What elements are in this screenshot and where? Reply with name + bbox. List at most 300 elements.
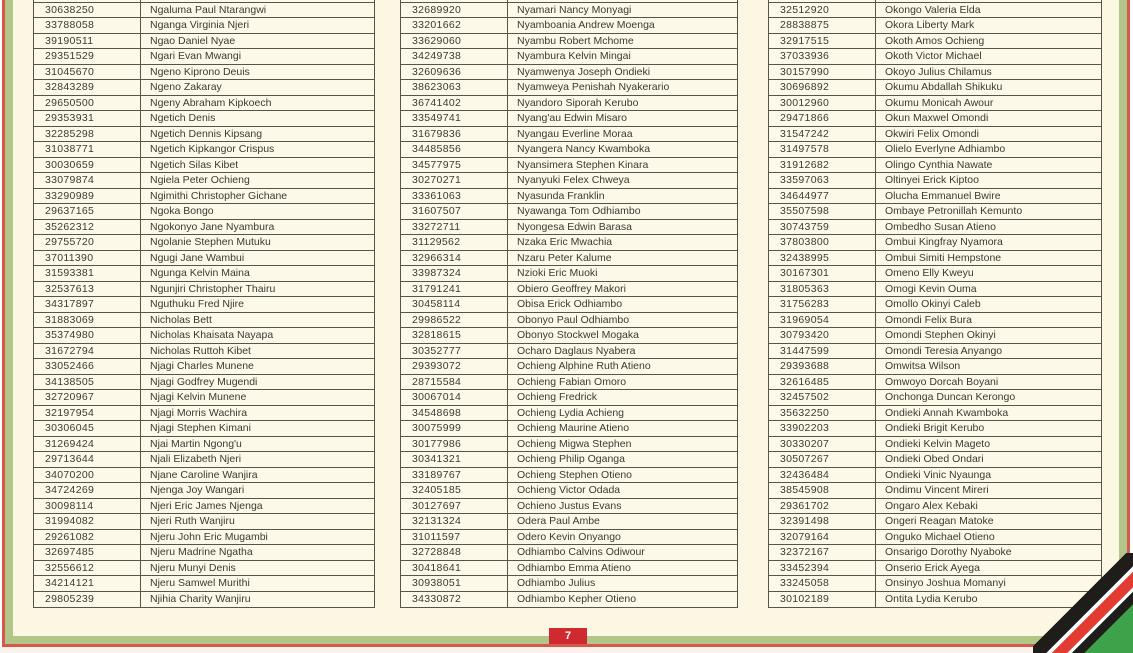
table-row xyxy=(34,576,374,592)
id-number-cell: 28715584 xyxy=(401,375,508,390)
name-cell: Nyanyuki Felex Chweya xyxy=(517,174,630,186)
table-row xyxy=(401,80,737,96)
name-cell: Ondieki Brigit Kerubo xyxy=(885,422,985,434)
name-cell: Odero Kevin Onyango xyxy=(517,530,621,543)
name-cell: Omondi Felix Bura xyxy=(885,313,972,326)
id-number-cell: 32616485 xyxy=(769,375,876,390)
name-cell: Odera Paul Ambe xyxy=(517,515,600,527)
id-number-cell: 31593381 xyxy=(34,266,141,281)
table-row xyxy=(401,421,737,437)
id-number-cell: 33549741 xyxy=(401,111,508,126)
table-row xyxy=(401,220,737,236)
name-cell: Onsarigo Dorothy Nyaboke xyxy=(885,546,1012,558)
name-cell: Ochieng Lydia Achieng xyxy=(517,406,625,419)
name-cell: Njeru Samwel Murithi xyxy=(150,577,250,589)
table-row xyxy=(401,530,737,546)
table-row xyxy=(769,437,1101,453)
table-row xyxy=(401,235,737,251)
id-number-cell: 30507267 xyxy=(769,452,876,467)
id-number-cell: 35374980 xyxy=(34,328,141,343)
table-row xyxy=(34,18,374,34)
table-row xyxy=(34,158,374,174)
table-row xyxy=(401,189,737,205)
frame-green-right xyxy=(1119,0,1127,644)
name-cell: Ochieng Alphine Ruth Atieno xyxy=(517,360,651,372)
name-cell: Ngunga Kelvin Maina xyxy=(150,267,250,279)
name-cell: Nicholas Khaisata Nayapa xyxy=(150,329,274,341)
id-number-cell: 34485856 xyxy=(401,142,508,157)
id-number-cell: 30075999 xyxy=(401,421,508,436)
name-cell: Njeri Eric James Njenga xyxy=(150,499,263,512)
id-number-cell: 31045670 xyxy=(34,65,141,80)
table-row xyxy=(401,127,737,143)
name-cell: Ontita Lydia Kerubo xyxy=(885,593,978,605)
id-number-cell: 34577975 xyxy=(401,158,508,173)
name-cell: Omogi Kevin Ouma xyxy=(885,282,977,295)
name-cell: Njagi Godfrey Mugendi xyxy=(150,375,258,388)
table-row xyxy=(34,561,374,577)
id-number-cell: 32391498 xyxy=(769,514,876,529)
id-number-cell: 33361063 xyxy=(401,189,508,204)
name-cell: Ombedho Susan Atieno xyxy=(885,220,996,233)
name-cell: Ocharo Daglaus Nyabera xyxy=(517,344,636,357)
id-number-cell: 33788058 xyxy=(34,18,141,33)
table-row xyxy=(769,328,1101,344)
table-row xyxy=(34,3,374,19)
id-number-cell: 30012960 xyxy=(769,96,876,111)
id-number-cell: 31994082 xyxy=(34,514,141,529)
table-row xyxy=(401,561,737,577)
id-number-cell: 29261082 xyxy=(34,530,141,545)
id-number-cell: 30330207 xyxy=(769,437,876,452)
id-number-cell: 30127697 xyxy=(401,499,508,514)
name-cell: Ondieki Vinic Nyaunga xyxy=(885,468,992,481)
name-cell: Nyongesa Edwin Barasa xyxy=(517,220,632,233)
table-row xyxy=(34,96,374,112)
id-number-cell: 35507598 xyxy=(769,204,876,219)
name-cell: Ochieng Maurine Atieno xyxy=(517,422,630,434)
table-row xyxy=(401,65,737,81)
name-cell: Ombui Kingfray Nyamora xyxy=(885,236,1003,248)
table-row xyxy=(34,235,374,251)
id-number-cell: 34548698 xyxy=(401,406,508,421)
id-number-cell: 33987324 xyxy=(401,266,508,281)
table-row xyxy=(769,344,1101,360)
table-row xyxy=(401,514,737,530)
table-row xyxy=(769,406,1101,422)
name-cell: Ngaluma Paul Ntarangwi xyxy=(150,3,267,16)
table-row xyxy=(401,437,737,453)
table-row xyxy=(401,576,737,592)
name-cell: Nyandoro Siporah Kerubo xyxy=(517,96,639,109)
name-cell: Okun Maxwel Omondi xyxy=(885,112,989,124)
id-number-cell: 32689920 xyxy=(401,3,508,18)
table-row xyxy=(401,592,737,608)
id-number-cell: 29637165 xyxy=(34,204,141,219)
id-number-cell: 33629060 xyxy=(401,34,508,49)
id-number-cell: 30638250 xyxy=(34,3,141,18)
table-row xyxy=(769,49,1101,65)
id-number-cell: 31791241 xyxy=(401,282,508,297)
table-row xyxy=(769,189,1101,205)
id-number-cell: 32697485 xyxy=(34,545,141,560)
id-number-cell: 30157990 xyxy=(769,65,876,80)
table-row xyxy=(401,18,737,34)
id-number-cell: 33452394 xyxy=(769,561,876,576)
table-row xyxy=(34,483,374,499)
table-row xyxy=(34,359,374,375)
id-number-cell: 29393072 xyxy=(401,359,508,374)
id-number-cell: 31011597 xyxy=(401,530,508,545)
name-cell: Ochieng Migwa Stephen xyxy=(517,437,632,450)
table-row xyxy=(401,49,737,65)
table-row xyxy=(769,111,1101,127)
id-number-cell: 32917515 xyxy=(769,34,876,49)
id-number-cell: 36741402 xyxy=(401,96,508,111)
table-row xyxy=(769,390,1101,406)
table-row xyxy=(34,142,374,158)
name-cell: Ochieng Victor Odada xyxy=(517,484,621,496)
name-cell: Njeru Munyi Denis xyxy=(150,561,236,574)
table-row xyxy=(34,189,374,205)
table-row xyxy=(401,359,737,375)
name-cell: Nyamweya Penishah Nyakerario xyxy=(517,81,670,93)
id-number-cell: 34644977 xyxy=(769,189,876,204)
name-cell: Nzaka Eric Mwachia xyxy=(517,236,613,248)
table-row xyxy=(34,251,374,267)
name-cell: Ombaye Petronillah Kemunto xyxy=(885,205,1023,217)
name-cell: Ngeno Zakaray xyxy=(150,81,222,93)
id-number-cell: 35632250 xyxy=(769,406,876,421)
name-cell: Okoth Amos Ochieng xyxy=(885,34,985,47)
table-row xyxy=(769,266,1101,282)
id-number-cell: 31607507 xyxy=(401,204,508,219)
kenya-flag-corner-decoration xyxy=(1033,553,1133,653)
name-cell: Njagi Stephen Kimani xyxy=(150,422,251,434)
name-cell: Njeru John Eric Mugambi xyxy=(150,530,268,543)
id-number-cell: 30270271 xyxy=(401,173,508,188)
id-number-cell: 32720967 xyxy=(34,390,141,405)
table-row xyxy=(769,282,1101,298)
id-number-cell: 33902203 xyxy=(769,421,876,436)
table-row xyxy=(401,251,737,267)
id-number-cell: 29650500 xyxy=(34,96,141,111)
table-row xyxy=(769,34,1101,50)
table-row xyxy=(769,530,1101,546)
name-cell: Njeri Ruth Wanjiru xyxy=(150,515,235,527)
id-number-cell: 38623063 xyxy=(401,80,508,95)
id-number-cell: 29353931 xyxy=(34,111,141,126)
id-number-cell: 37011390 xyxy=(34,251,141,266)
table-row xyxy=(401,452,737,468)
id-number-cell: 30167301 xyxy=(769,266,876,281)
id-number-cell: 33201662 xyxy=(401,18,508,33)
name-cell: Ochieng Philip Oganga xyxy=(517,453,625,465)
id-number-cell: 37803800 xyxy=(769,235,876,250)
id-number-cell xyxy=(401,0,508,2)
id-number-cell: 32405185 xyxy=(401,483,508,498)
name-cell: Olucha Emmanuel Bwire xyxy=(885,189,1001,202)
name-cell: Ngokonyo Jane Nyambura xyxy=(150,220,275,233)
id-number-cell: 30067014 xyxy=(401,390,508,405)
table-row xyxy=(401,313,737,329)
name-cell: Ngugi Jane Wambui xyxy=(150,251,245,264)
table-row xyxy=(401,3,737,19)
id-number-cell: 33079874 xyxy=(34,173,141,188)
id-number-cell: 31805363 xyxy=(769,282,876,297)
id-number-cell: 35262312 xyxy=(34,220,141,235)
table-row xyxy=(769,514,1101,530)
id-number-cell xyxy=(34,0,141,2)
name-cell: Omollo Okinyi Caleb xyxy=(885,298,981,310)
name-cell: Nyawanga Tom Odhiambo xyxy=(517,205,641,217)
name-cell: Olingo Cynthia Nawate xyxy=(885,158,993,171)
table-row xyxy=(769,3,1101,19)
name-cell: Nguthuku Fred Njire xyxy=(150,298,244,310)
table-row xyxy=(401,96,737,112)
id-number-cell: 30352777 xyxy=(401,344,508,359)
name-cell: Obonyo Paul Odhiambo xyxy=(517,313,630,326)
id-number-cell: 31129562 xyxy=(401,235,508,250)
id-number-cell: 32966314 xyxy=(401,251,508,266)
name-cell: Nyamboania Andrew Moenga xyxy=(517,19,655,31)
table-row xyxy=(34,452,374,468)
name-cell: Omeno Elly Kweyu xyxy=(885,267,974,279)
id-number-cell: 31269424 xyxy=(34,437,141,452)
table-row xyxy=(401,375,737,391)
name-cell: Nyangau Everline Moraa xyxy=(517,127,633,140)
name-cell: Odhiambo Emma Atieno xyxy=(517,561,631,574)
id-number-cell: 34070200 xyxy=(34,468,141,483)
id-number-cell: 32079164 xyxy=(769,530,876,545)
id-number-cell: 32512920 xyxy=(769,3,876,18)
name-cell: Nyansimera Stephen Kinara xyxy=(517,158,649,171)
frame-red-right xyxy=(1127,0,1130,647)
name-cell: Njagi Kelvin Munene xyxy=(150,391,247,403)
id-number-cell: 32818615 xyxy=(401,328,508,343)
name-cell xyxy=(508,0,737,2)
table-row xyxy=(34,49,374,65)
table-row xyxy=(34,34,374,50)
id-number-cell: 30696892 xyxy=(769,80,876,95)
table-row xyxy=(34,514,374,530)
id-number-cell: 31447599 xyxy=(769,344,876,359)
name-cell: Nyasunda Franklin xyxy=(517,189,605,202)
table-row xyxy=(769,220,1101,236)
table-row xyxy=(34,499,374,515)
table-row xyxy=(769,173,1101,189)
table-row xyxy=(769,80,1101,96)
name-cell: Okumu Abdallah Shikuku xyxy=(885,81,1003,93)
id-number-cell: 33272711 xyxy=(401,220,508,235)
page-number-badge: 7 xyxy=(549,628,587,644)
bottom-margin-strip xyxy=(0,647,1133,653)
table-row xyxy=(769,204,1101,220)
table-row xyxy=(401,34,737,50)
name-cell: Njai Martin Ngong'u xyxy=(150,437,242,450)
name-cell: Ngeno Kiprono Deuis xyxy=(150,65,250,78)
table-row xyxy=(769,18,1101,34)
table-row xyxy=(34,421,374,437)
id-number-cell: 32197954 xyxy=(34,406,141,421)
name-cell: Okoyo Julius Chilamus xyxy=(885,65,992,78)
table-row xyxy=(401,158,737,174)
name-cell: Ngetich Silas Kibet xyxy=(150,158,239,171)
id-number-cell: 30030659 xyxy=(34,158,141,173)
id-number-cell: 31547242 xyxy=(769,127,876,142)
name-cell: Ngunjiri Christopher Thairu xyxy=(150,282,276,295)
id-number-cell: 30098114 xyxy=(34,499,141,514)
name-cell: Nyambu Robert Mchome xyxy=(517,34,634,47)
table-row xyxy=(34,173,374,189)
id-number-cell: 32131324 xyxy=(401,514,508,529)
name-cell: Nyamwenya Joseph Ondieki xyxy=(517,65,651,78)
table-row xyxy=(401,111,737,127)
table-row xyxy=(401,499,737,515)
id-number-cell: 32372167 xyxy=(769,545,876,560)
table-row xyxy=(401,390,737,406)
id-number-cell: 29471866 xyxy=(769,111,876,126)
name-cell: Ombui Simiti Hempstone xyxy=(885,251,1002,264)
name-cell: Nicholas Ruttoh Kibet xyxy=(150,344,251,357)
table-row xyxy=(34,111,374,127)
id-number-cell: 31969054 xyxy=(769,313,876,328)
name-cell: Omwitsa Wilson xyxy=(885,360,961,372)
id-number-cell: 33189767 xyxy=(401,468,508,483)
table-row xyxy=(769,297,1101,313)
name-cell: Nyambura Kelvin Mingai xyxy=(517,50,631,62)
id-number-cell: 30743759 xyxy=(769,220,876,235)
name-cell: Njenga Joy Wangari xyxy=(150,484,245,496)
table-row xyxy=(34,127,374,143)
id-number-cell: 32537613 xyxy=(34,282,141,297)
id-number-cell: 34138505 xyxy=(34,375,141,390)
table-row xyxy=(401,297,737,313)
table-row xyxy=(401,282,737,298)
id-number-cell: 31756283 xyxy=(769,297,876,312)
table-row xyxy=(34,344,374,360)
id-number-cell: 29755720 xyxy=(34,235,141,250)
id-number-cell: 31883069 xyxy=(34,313,141,328)
name-cell: Obisa Erick Odhiambo xyxy=(517,298,623,310)
table-row xyxy=(34,297,374,313)
table-row xyxy=(401,204,737,220)
name-cell: Njeru Madrine Ngatha xyxy=(150,546,253,558)
name-cell: Ngiela Peter Ochieng xyxy=(150,174,250,186)
name-cell: Omwoyo Dorcah Boyani xyxy=(885,375,999,388)
id-number-cell xyxy=(769,0,876,2)
id-number-cell: 32556612 xyxy=(34,561,141,576)
table-row xyxy=(769,452,1101,468)
id-number-cell: 29393688 xyxy=(769,359,876,374)
table-row xyxy=(401,173,737,189)
name-cell: Onchonga Duncan Kerongo xyxy=(885,391,1016,403)
table-row xyxy=(769,158,1101,174)
name-cell: Oltinyei Erick Kiptoo xyxy=(885,174,979,186)
id-number-cell: 32438995 xyxy=(769,251,876,266)
table-row xyxy=(769,127,1101,143)
table-row xyxy=(769,483,1101,499)
name-cell: Ngetich Dennis Kipsang xyxy=(150,127,263,140)
table-row xyxy=(769,375,1101,391)
name-cell: Ondieki Obed Ondari xyxy=(885,453,984,465)
table-row xyxy=(34,65,374,81)
table-row xyxy=(769,313,1101,329)
name-cell: Ngetich Kipkangor Crispus xyxy=(150,143,275,155)
table-row xyxy=(769,142,1101,158)
name-cell: Nyang'au Edwin Misaro xyxy=(517,112,627,124)
id-number-cell: 30458114 xyxy=(401,297,508,312)
table-row xyxy=(769,251,1101,267)
table-row xyxy=(34,375,374,391)
name-cell: Okwiri Felix Omondi xyxy=(885,127,979,140)
name-cell: Odhiambo Calvins Odiwour xyxy=(517,546,645,558)
name-cell: Obiero Geoffrey Makori xyxy=(517,282,626,295)
name-cell: Okongo Valeria Elda xyxy=(885,3,981,16)
name-cell: Olielo Everlyne Adhiambo xyxy=(885,143,1006,155)
name-cell: Ngao Daniel Nyae xyxy=(150,34,236,47)
id-number-cell: 32728848 xyxy=(401,545,508,560)
table-row xyxy=(34,390,374,406)
id-number-cell: 30793420 xyxy=(769,328,876,343)
id-number-cell: 32436484 xyxy=(769,468,876,483)
table-row xyxy=(769,421,1101,437)
id-number-cell: 33245058 xyxy=(769,576,876,591)
id-number-cell: 33052466 xyxy=(34,359,141,374)
id-number-cell: 32457502 xyxy=(769,390,876,405)
id-number-cell: 33597063 xyxy=(769,173,876,188)
id-number-cell: 29805239 xyxy=(34,592,141,608)
table-row xyxy=(769,65,1101,81)
name-cell: Ondieki Kelvin Mageto xyxy=(885,437,991,450)
names-table-middle xyxy=(400,0,738,608)
name-cell xyxy=(141,0,374,2)
id-number-cell: 31679836 xyxy=(401,127,508,142)
id-number-cell: 29361702 xyxy=(769,499,876,514)
name-cell: Nzioki Eric Muoki xyxy=(517,267,598,279)
name-cell: Njihia Charity Wanjiru xyxy=(150,593,251,605)
table-row xyxy=(401,344,737,360)
table-row xyxy=(34,406,374,422)
name-cell: Njane Caroline Wanjira xyxy=(150,468,258,481)
id-number-cell: 29713644 xyxy=(34,452,141,467)
name-cell: Ochieno Justus Evans xyxy=(517,499,622,512)
table-row xyxy=(34,220,374,236)
name-cell: Odhiambo Kepher Otieno xyxy=(517,593,637,605)
names-table-left xyxy=(33,0,375,608)
id-number-cell: 30177986 xyxy=(401,437,508,452)
name-cell: Njagi Morris Wachira xyxy=(150,406,248,419)
name-cell: Onserio Erick Ayega xyxy=(885,561,980,574)
name-cell: Okora Liberty Mark xyxy=(885,19,975,31)
table-row xyxy=(401,406,737,422)
id-number-cell: 30938051 xyxy=(401,576,508,591)
name-cell: Onguko Michael Otieno xyxy=(885,530,995,543)
table-row xyxy=(769,359,1101,375)
name-cell: Odhiambo Julius xyxy=(517,577,596,589)
id-number-cell: 31672794 xyxy=(34,344,141,359)
name-cell xyxy=(876,0,1101,2)
name-cell: Ondimu Vincent Mireri xyxy=(885,484,989,496)
name-cell: Ondieki Annah Kwamboka xyxy=(885,406,1009,419)
table-row xyxy=(401,328,737,344)
table-row xyxy=(34,545,374,561)
name-cell: Ngimithi Christopher Gichane xyxy=(150,189,288,202)
name-cell: Nzaru Peter Kalume xyxy=(517,251,612,264)
id-number-cell: 29351529 xyxy=(34,49,141,64)
id-number-cell: 29986522 xyxy=(401,313,508,328)
id-number-cell: 37033936 xyxy=(769,49,876,64)
